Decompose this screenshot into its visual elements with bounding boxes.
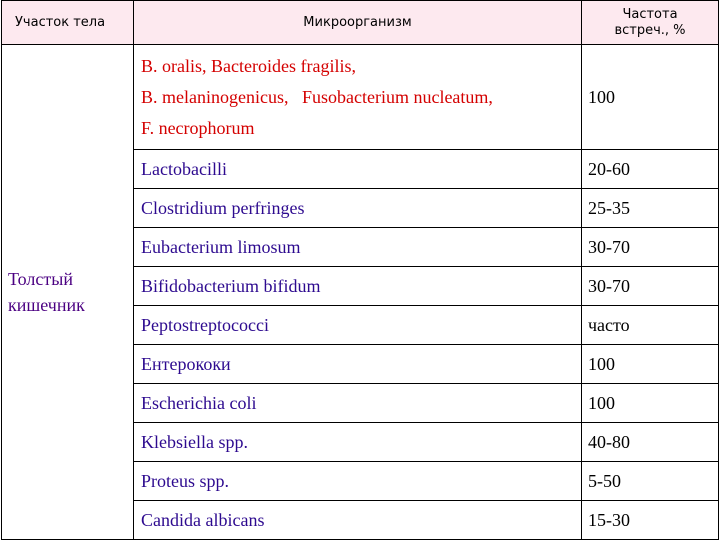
organism-line: B. melaninogenicus, Fusobacterium nucleatum, (141, 86, 493, 107)
frequency-cell: 100 (582, 384, 719, 423)
frequency-cell: 100 (582, 345, 719, 384)
organism-cell: Lactobacilli (134, 150, 582, 189)
header-row (2, 1, 719, 45)
header-site: Участок тела (2, 1, 134, 45)
organism-cell: Peptostreptococci (134, 306, 582, 345)
organism-cell: Proteus spp. (134, 462, 582, 501)
frequency-cell: 15-30 (582, 501, 719, 540)
organism-cell: Ентерококи (134, 345, 582, 384)
header-organism: Микроорганизм (134, 1, 582, 45)
frequency-cell: часто (582, 306, 719, 345)
frequency-cell: 25-35 (582, 189, 719, 228)
header-frequency-line2: встреч., % (614, 22, 686, 38)
organism-cell: Clostridium perfringes (134, 189, 582, 228)
header-frequency-line1: Частота (622, 6, 678, 22)
frequency-cell: 30-70 (582, 228, 719, 267)
frequency-cell: 20-60 (582, 150, 719, 189)
frequency-cell: 30-70 (582, 267, 719, 306)
frequency-cell: 40-80 (582, 423, 719, 462)
microflora-table (1, 0, 719, 540)
organism-cell: Eubacterium limosum (134, 228, 582, 267)
organism-cell: Bifidobacterium bifidum (134, 267, 582, 306)
organism-line: B. oralis, Bacteroides fragilis, (141, 55, 356, 76)
header-frequency (582, 1, 719, 45)
frequency-cell: 100 (582, 45, 719, 150)
site-cell (2, 45, 134, 540)
table-row (2, 45, 719, 150)
frequency-cell: 5-50 (582, 462, 719, 501)
organism-cell: Escherichia coli (134, 384, 582, 423)
organism-cell (134, 45, 582, 150)
organism-line: F. necrophorum (141, 117, 255, 138)
site-label-line1: Толстый (8, 269, 73, 289)
site-label (8, 266, 133, 318)
organism-cell: Klebsiella spp. (134, 423, 582, 462)
organism-cell: Candida albicans (134, 501, 582, 540)
site-label-line2: кишечник (8, 295, 85, 315)
